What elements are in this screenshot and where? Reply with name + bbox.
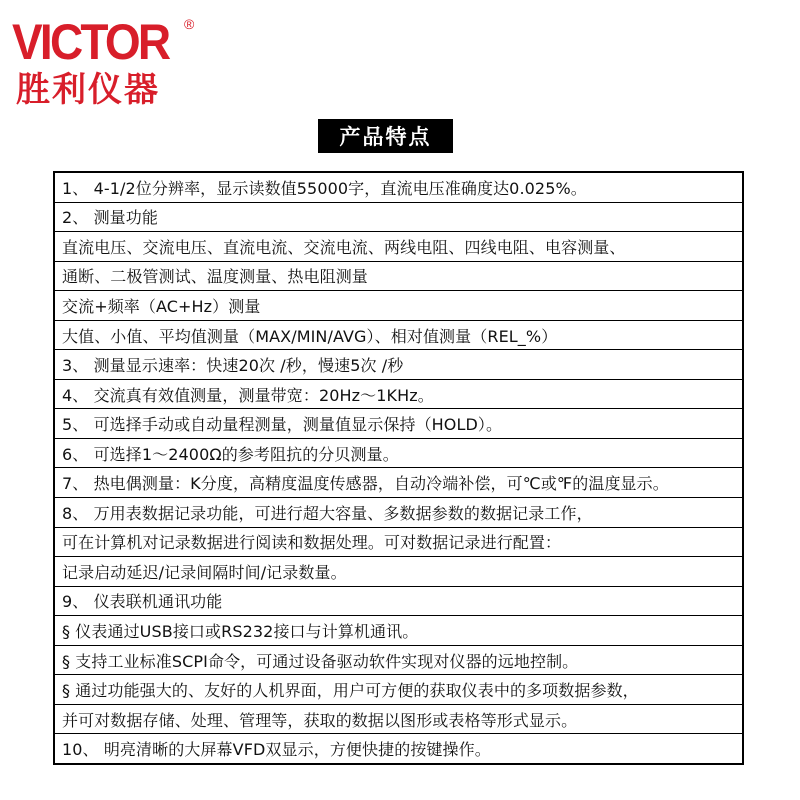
table-row <box>55 646 742 676</box>
section-title: 产品特点 <box>318 119 453 153</box>
table-row <box>55 203 742 233</box>
row-text: 通断、二极管测试、温度测量、热电阻测量 <box>62 267 368 287</box>
table-row <box>55 439 742 469</box>
table-row <box>55 350 742 380</box>
table-row <box>55 321 742 351</box>
table-row <box>55 291 742 321</box>
features-table <box>53 171 744 765</box>
row-text: § 通过功能强大的、友好的人机界面，用户可方便的获取仪表中的多项数据参数， <box>62 681 639 701</box>
row-text: 2、 测量功能 <box>62 208 158 228</box>
table-row <box>55 705 742 735</box>
row-text: 交流+频率（AC+Hz）测量 <box>62 296 261 316</box>
table-row <box>55 675 742 705</box>
registered-mark: ® <box>184 16 195 32</box>
row-text: 直流电压、交流电压、直流电流、交流电流、两线电阻、四线电阻、电容测量、 <box>62 237 626 257</box>
table-row <box>55 380 742 410</box>
row-text: 7、 热电偶测量：K分度，高精度温度传感器，自动冷端补偿，可℃或℉的温度显示。 <box>62 474 669 494</box>
row-text: 大值、小值、平均值测量（MAX/MIN/AVG）、相对值测量（REL_%） <box>62 326 558 346</box>
row-text: 并可对数据存储、处理、管理等，获取的数据以图形或表格等形式显示。 <box>62 710 578 730</box>
table-row <box>55 232 742 262</box>
table-row <box>55 528 742 558</box>
row-text: 记录启动延迟/记录间隔时间/记录数量。 <box>62 562 347 582</box>
row-text: 可在计算机对记录数据进行阅读和数据处理。可对数据记录进行配置： <box>62 533 562 553</box>
row-text: 10、 明亮清晰的大屏幕VFD双显示，方便快捷的按键操作。 <box>62 740 491 760</box>
table-row <box>55 468 742 498</box>
table-row <box>55 734 742 763</box>
row-text: 8、 万用表数据记录功能，可进行超大容量、多数据参数的数据记录工作， <box>62 503 593 523</box>
table-row <box>55 173 742 203</box>
table-row <box>55 587 742 617</box>
brand-wordmark: VICTOR <box>12 14 169 70</box>
row-text: 1、 4-1/2位分辨率，显示读数值55000字，直流电压准确度达0.025%。 <box>62 178 587 198</box>
row-text: 5、 可选择手动或自动量程测量，测量值显示保持（HOLD）。 <box>62 415 503 435</box>
row-text: § 仪表通过USB接口或RS232接口与计算机通讯。 <box>62 621 419 641</box>
row-text: 3、 测量显示速率：快速20次 /秒，慢速5次 /秒 <box>62 356 404 376</box>
brand-logo <box>12 8 202 118</box>
brand-chinese-name: 胜利仪器 <box>16 70 160 110</box>
table-row <box>55 616 742 646</box>
row-text: 9、 仪表联机通讯功能 <box>62 592 223 612</box>
row-text: 4、 交流真有效值测量，测量带宽：20Hz～1KHz。 <box>62 385 434 405</box>
table-row <box>55 498 742 528</box>
table-row <box>55 262 742 292</box>
row-text: 6、 可选择1～2400Ω的参考阻抗的分贝测量。 <box>62 444 399 464</box>
table-row <box>55 557 742 587</box>
row-text: § 支持工业标准SCPI命令，可通过设备驱动软件实现对仪器的远地控制。 <box>62 651 579 671</box>
table-row <box>55 409 742 439</box>
